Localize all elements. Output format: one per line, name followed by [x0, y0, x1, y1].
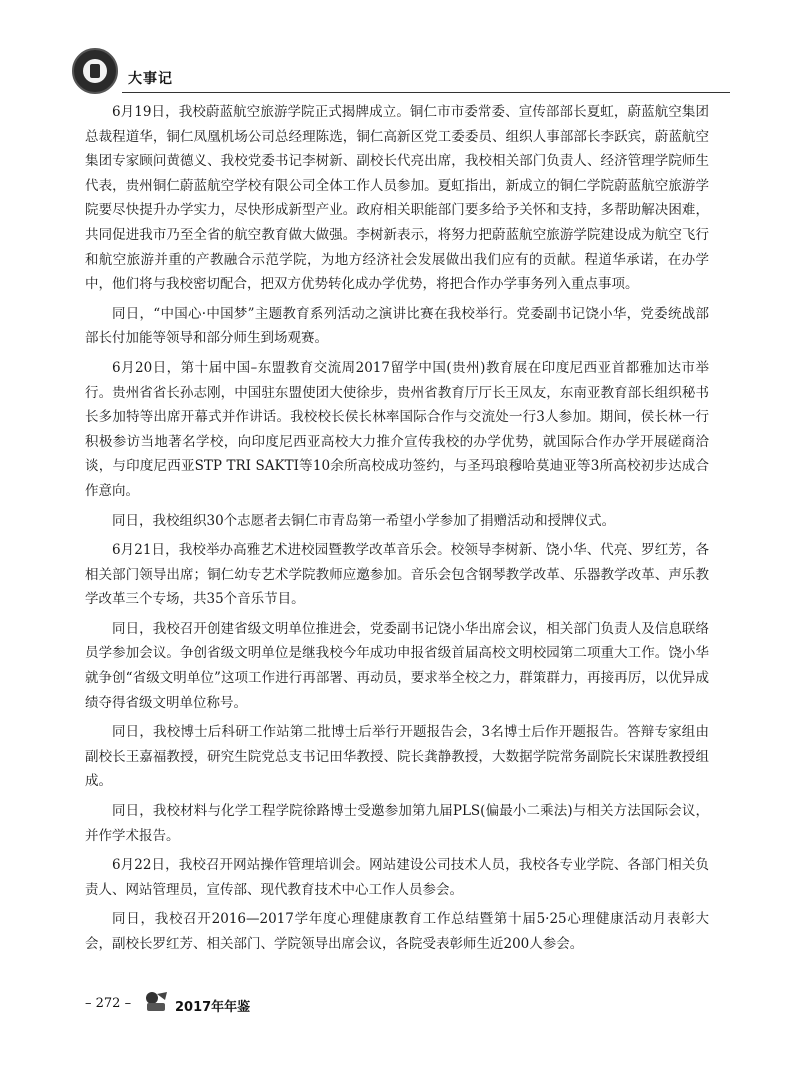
document-body	[85, 100, 709, 962]
paragraph: 同日，我校材料与化学工程学院徐路博士受邀参加第九届PLS(偏最小二乘法)与相关方法国际会议，并作学术报告。	[85, 803, 709, 844]
section-title: 大事记	[128, 71, 173, 87]
paragraph: 同日，我校召开2016—2017学年度心理健康教育工作总结暨第十届5·25心理健康活动月表彰大会，副校长罗红芳、相关部门、学院领导出席会议，各院受表彰师生近200人参会。	[85, 911, 709, 952]
paragraph: 同日，我校组织30个志愿者去铜仁市青岛第一希望小学参加了捐赠活动和授牌仪式。	[112, 512, 616, 529]
paragraph: 同日，“中国心·中国梦”主题教育系列活动之演讲比赛在我校举行。党委副书记饶小华，党委统战部部长付加能等领导和部分师生到场观赛。	[85, 305, 709, 347]
paragraph: 同日，我校召开创建省级文明单位推进会，党委副书记饶小华出席会议，相关部门负责人及信息联络员学参加会议。争创省级文明单位是继我校今年成功申报省级首届高校文明校园第二项重大工作。饶小华就争创“省级文明单位”这项工作进行再部署、再动员，要求举全校之力，群策群力，再接再厉，以优异成绩夺得省级文明单位称号。	[85, 620, 709, 711]
paragraph: 同日，我校博士后科研工作站第二批博士后举行开题报告会，3名博士后作开题报告。答辩专家组由副校长王嘉福教授，研究生院党总支书记田华教授、院长龚静教授，大数据学院常务副院长宋谋胜教授组成。	[85, 724, 709, 790]
paragraph: 6月20日，第十届中国–东盟教育交流周2017留学中国(贵州)教育展在印度尼西亚首都雅加达市举行。贵州省省长孙志刚，中国驻东盟使团大使徐步，贵州省教育厅厅长王凤友，东南亚教育部长组织秘书长多加特等出席开幕式并作讲话。我校校长侯长林率国际合作与交流处一行3人参加。期间，侯长林一行积极参访当地著名学校，向印度尼西亚高校大力推介宣传我校的办学优势，就国际合作办学开展磋商洽谈，与印度尼西亚STP TRI SAKTI等10余所高校成功签约，与圣玛琅穆哈莫迪亚等3所高校初步达成合作意向。	[85, 359, 709, 499]
paragraph: 6月19日，我校蔚蓝航空旅游学院正式揭牌成立。铜仁市市委常委、宣传部部长夏虹，蔚蓝航空集团总裁程道华，铜仁凤凰机场公司总经理陈选，铜仁高新区党工委委员、组织人事部部长李跃宾，蔚蓝航空集团专家顾问黄德义、我校党委书记李树新、副校长代亮出席，我校相关部门负责人、经济管理学院师生代表，贵州铜仁蔚蓝航空学校有限公司全体工作人员参加。夏虹指出，新成立的铜仁学院蔚蓝航空旅游学院要尽快提升办学实力，尽快形成新型产业。政府相关职能部门要多给予关怀和支持，多帮助解决困难，共同促进我市乃至全省的航空教育做大做强。李树新表示，将努力把蔚蓝航空旅游学院建设成为航空飞行和航空旅游并重的产教融合示范学院，为地方经济社会发展做出我们应有的贡献。程道华承诺，在办学中，他们将与我校密切配合，把双方优势转化成办学优势，将把合作办学事务列入重点事项。	[85, 104, 709, 293]
university-logo-icon	[72, 48, 118, 94]
logo-mark	[90, 64, 100, 78]
yearbook-title: 2017年年鉴	[175, 1000, 251, 1015]
paragraph: 6月22日，我校召开网站操作管理培训会。网站建设公司技术人员，我校各专业学院、各部门相关负责人、网站管理员，宣传部、现代教育技术中心工作人员参会。	[85, 857, 709, 898]
page-number: – 272 –	[85, 996, 132, 1011]
page-footer	[85, 988, 385, 1018]
paragraph: 6月21日，我校举办高雅艺术进校园暨教学改革音乐会。校领导李树新、饶小华、代亮、罗红芳，各相关部门领导出席；铜仁幼专艺术学院教师应邀参加。音乐会包含钢琴教学改革、乐器教学改革、声乐教学改革三个专场，共35个音乐节目。	[85, 542, 709, 608]
page-header	[72, 48, 722, 98]
yearbook-emblem-icon	[143, 990, 169, 1014]
header-divider	[122, 92, 730, 93]
